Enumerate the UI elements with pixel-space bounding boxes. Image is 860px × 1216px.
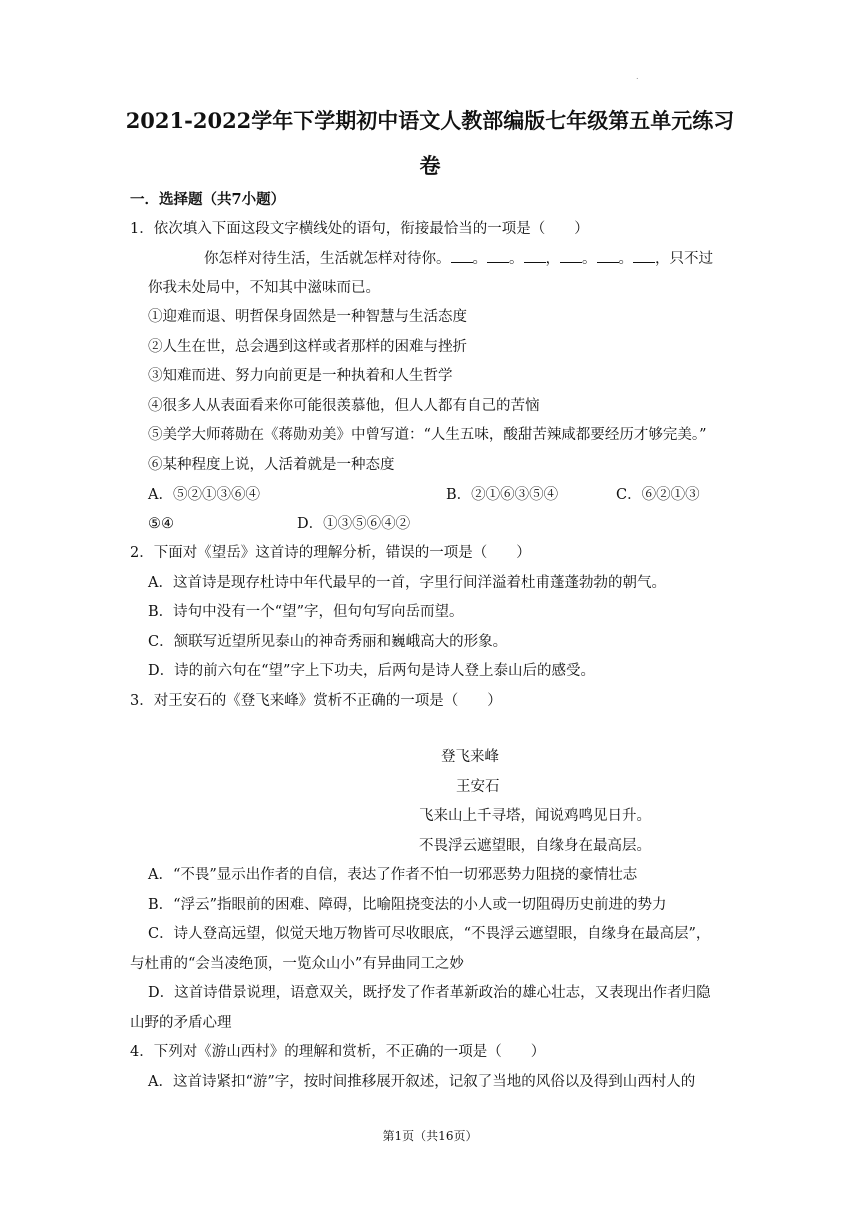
q3-option-c-line2: 与杜甫的“会当凌绝顶，一览众山小”有异曲同工之妙	[130, 956, 464, 972]
q1-item: ⑤美学大师蒋勋在《蒋勋劝美》中曾写道：“人生五味，酸甜苦辣咸都要经历才够完美。”	[148, 427, 707, 443]
q1-stem: 1．依次填入下面这段文字横线处的语句，衔接最恰当的一项是（ ）	[130, 221, 589, 237]
blank-1	[451, 250, 473, 263]
sep-1: 。	[472, 251, 487, 267]
q1-item: ③知难而进、努力向前更是一种执着和人生哲学	[148, 368, 453, 384]
q1-item: ④很多人从表面看来你可能很羡慕他，但人人都有自己的苦恼	[148, 398, 540, 414]
poem-title: 登飞来峰	[441, 749, 499, 765]
header-dot: .	[636, 72, 639, 81]
q1-option-a: A．⑤②①③⑥④	[148, 487, 260, 503]
q2-option-a: A．这首诗是现存杜诗中年代最早的一首，字里行间洋溢着杜甫蓬蓬勃勃的朝气。	[148, 575, 666, 591]
q4-stem: 4．下列对《游山西村》的理解和赏析，不正确的一项是（ ）	[130, 1044, 546, 1060]
blank-2	[487, 250, 509, 263]
poem-author: 王安石	[456, 779, 500, 795]
q1-option-c-cont: ⑤④	[148, 516, 174, 532]
sep-5: 。	[618, 251, 633, 267]
q3-option-d-line1: D．这首诗借景说理，语意双关，既抒发了作者革新政治的雄心壮志，又表现出作者归隐	[148, 985, 711, 1001]
blank-5	[597, 250, 619, 263]
q3-option-d-line2: 山野的矛盾心理	[130, 1015, 232, 1031]
q1-para-end: ，只不过	[655, 251, 713, 267]
q2-option-d: D．诗的前六句在“望”字上下功夫，后两句是诗人登上泰山后的感受。	[148, 663, 595, 679]
poem-line: 不畏浮云遮望眼，自缘身在最高层。	[419, 838, 651, 854]
blank-6	[633, 250, 655, 263]
q1-option-c: C．⑥②①③	[616, 487, 700, 503]
page-footer: 第1页（共16页）	[382, 1129, 478, 1143]
q2-stem: 2．下面对《望岳》这首诗的理解分析，错误的一项是（ ）	[130, 545, 531, 561]
section-heading: 一．选择题（共7小题）	[130, 191, 286, 208]
poem-line: 飞来山上千寻塔，闻说鸡鸣见日升。	[419, 808, 651, 824]
q3-stem: 3．对王安石的《登飞来峰》赏析不正确的一项是（ ）	[130, 693, 502, 709]
doc-title-line1: 2021-2022学年下学期初中语文人教部编版七年级第五单元练习	[125, 108, 735, 133]
q2-option-b: B．诗句中没有一个“望”字，但句句写向岳而望。	[148, 604, 464, 620]
q1-option-b: B．②①⑥③⑤④	[446, 487, 559, 503]
q1-option-d: D．①③⑤⑥④②	[297, 516, 411, 532]
blank-4	[560, 250, 582, 263]
doc-title-line2: 卷	[419, 153, 441, 178]
q3-option-a: A．“不畏”显示出作者的自信，表达了作者不怕一切邪恶势力阻挠的豪情壮志	[148, 867, 638, 883]
q3-option-b: B．“浮云”指眼前的困难、障碍，比喻阻挠变法的小人或一切阻碍历史前进的势力	[148, 897, 667, 913]
q1-item: ①迎难而退、明哲保身固然是一种智慧与生活态度	[148, 309, 467, 325]
q3-option-c-line1: C．诗人登高远望，似觉天地万物皆可尽收眼底，“不畏浮云遮望眼，自缘身在最高层”，	[148, 926, 711, 942]
q2-option-c: C．颔联写近望所见泰山的神奇秀丽和巍峨高大的形象。	[148, 634, 508, 650]
q1-paragraph-line1	[204, 249, 713, 269]
q1-paragraph-line2: 你我未处局中，不知其中滋味而已。	[148, 280, 380, 296]
sep-4: 。	[582, 251, 597, 267]
q4-option-a: A．这首诗紧扣“游”字，按时间推移展开叙述，记叙了当地的风俗以及得到山西村人的	[148, 1074, 696, 1090]
sep-3: ，	[545, 251, 560, 267]
q1-para-text: 你怎样对待生活，生活就怎样对待你。	[204, 251, 451, 267]
q1-item: ⑥某种程度上说，人活着就是一种态度	[148, 457, 395, 473]
sep-2: 。	[509, 251, 524, 267]
q1-item: ②人生在世，总会遇到这样或者那样的困难与挫折	[148, 339, 467, 355]
blank-3	[524, 250, 546, 263]
